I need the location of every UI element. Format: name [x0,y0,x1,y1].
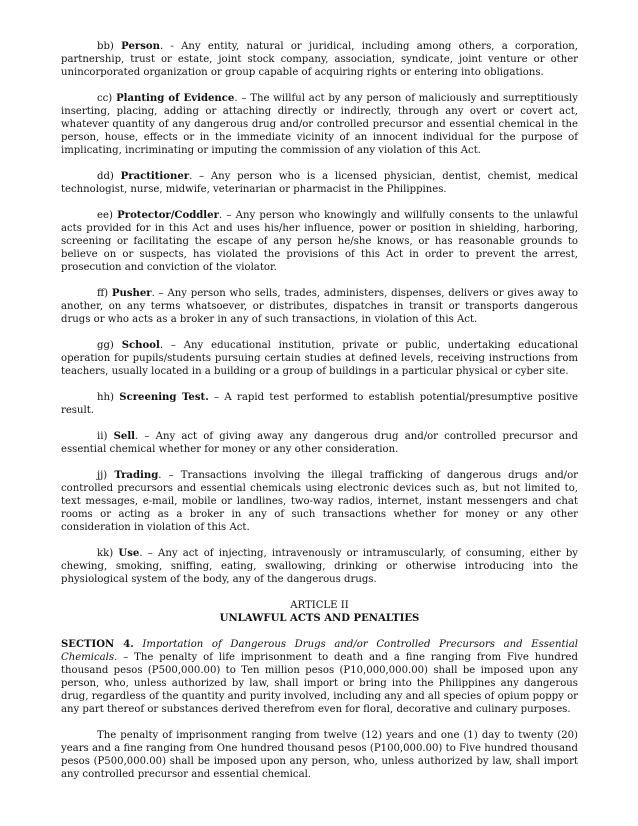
definition-text: . – Any educational institution, private or public, undertaking educational operation for pupils/students pursuing certain studies at defined levels, receiving instructions from teachers, usually located in a building or a group of buildings in a particular physical or cyber site. [61,340,578,377]
definition-letter: kk) [97,548,114,559]
definition-text: . – Any act of giving away any dangerous drug and/or controlled precursor and essential chemical whether for money or any other consideration. [61,431,578,455]
section-title: Importation of Dangerous Drugs and/or Controlled Precursors and Essential Chemicals. [61,639,578,663]
definition-letter: gg) [97,340,114,351]
definition-term: Practitioner [120,171,190,182]
definition-text: . – Any act of injecting, intravenously or intramuscularly, of consuming, either by chewing, smoking, sniffing, eating, swallowing, drinking or otherwise introducing into the physiological system of the body, any of the dangerous drugs. [61,548,578,585]
definition-letter: bb) [97,41,114,52]
definition-letter: ee) [97,210,113,221]
definition-letter: jj) [97,470,108,481]
section-text: The penalty of imprisonment ranging from twelve (12) years and one (1) day to twenty (20) years and a fine ranging from One hundred thousand pesos (P100,000.00) to Five hundred thousand pesos (P500,000.00) shall be imposed upon any person, who, unless authorized by law, shall import any controlled precursor and essential chemical. [61,730,578,780]
definition-term: Use [118,548,140,559]
definition-term: Person [121,41,160,52]
definition-school [61,339,578,378]
definition-letter: hh) [97,392,114,403]
article-heading [61,599,578,625]
definition-term: Screening Test. [119,392,209,403]
definition-screening-test [61,391,578,417]
definition-term: Pusher [111,288,152,299]
definition-text: . - Any entity, natural or juridical, including among others, a corporation, partnership, trust or estate, joint stock company, association, syndicate, joint venture or other unincorporated organization or group capable of acquiring rights or entering into obligations. [61,41,578,78]
section-label: SECTION 4. [61,639,134,650]
definition-text: . – Any person who sells, trades, administers, dispenses, delivers or gives away to another, on any terms whatsoever, or distributes, dispatches in transit or transports dangerous drugs or who acts as a broker in any of such transactions, in violation of this Act. [61,288,578,325]
definition-letter: cc) [97,93,113,104]
definition-practitioner [61,170,578,196]
definition-protector-coddler [61,209,578,274]
definition-term: Sell [113,431,135,442]
definition-pusher [61,287,578,326]
section-4-paragraph [61,638,578,716]
definition-text: . – Any person who is a licensed physician, dentist, chemist, medical technologist, nurse, midwife, veterinarian or pharmacist in the Philippines. [61,171,578,195]
definition-sell [61,430,578,456]
definition-use [61,547,578,586]
definition-trading [61,469,578,534]
definition-term: Trading [114,470,159,481]
article-title: UNLAWFUL ACTS AND PENALTIES [219,613,420,624]
section-text: – The penalty of life imprisonment to death and a fine ranging from Five hundred thousand pesos (P500,000.00) to Ten million pesos (P10,000,000.00) shall be imposed upon any person, who, unless authorized by law, shall import or bring into the Philippines any dangerous drug, regardless of the quantity and purity involved, including any and all species of opium poppy or any part thereof or substances derived therefrom even for floral, decorative and culinary purposes. [61,652,578,715]
definition-term: School [121,340,160,351]
definition-text: . – Any person who knowingly and willfully consents to the unlawful acts provided for in this Act and uses his/her influence, power or position in shielding, harboring, screening or facilitating the escape of any person he/she knows, or has reasonable grounds to believe on or suspects, has violated the provisions of this Act in order to prevent the arrest, prosecution and conviction of the violator. [61,210,578,273]
definition-term: Protector/Coddler [117,210,219,221]
definition-text: . – Transactions involving the illegal trafficking of dangerous drugs and/or controlled precursors and essential chemicals using electronic devices such as, but not limited to, text messages, e-mail, mobile or landlines, two-way radios, internet, instant messengers and chat rooms or acting as a broker in any of such transactions whether for money or any other consideration in violation of this Act. [61,470,578,533]
definition-planting-of-evidence [61,92,578,157]
definition-letter: ff) [97,288,109,299]
definition-term: Planting of Evidence [116,93,235,104]
definition-text: . – The willful act by any person of maliciously and surreptitiously inserting, placing, adding or attaching directly or indirectly, through any overt or covert act, whatever quantity of any dangerous drug and/or controlled precursor and essential chemical in the person, house, effects or in the immediate vicinity of an innocent individual for the purpose of implicating, incriminating or imputing the commission of any violation of this Act. [61,93,578,156]
article-number: ARTICLE II [290,600,349,611]
section-4-paragraph-2 [61,729,578,781]
definition-text: – A rapid test performed to establish potential/presumptive positive result. [61,392,578,416]
definition-letter: ii) [97,431,108,442]
definition-letter: dd) [97,171,114,182]
definition-person [61,40,578,79]
